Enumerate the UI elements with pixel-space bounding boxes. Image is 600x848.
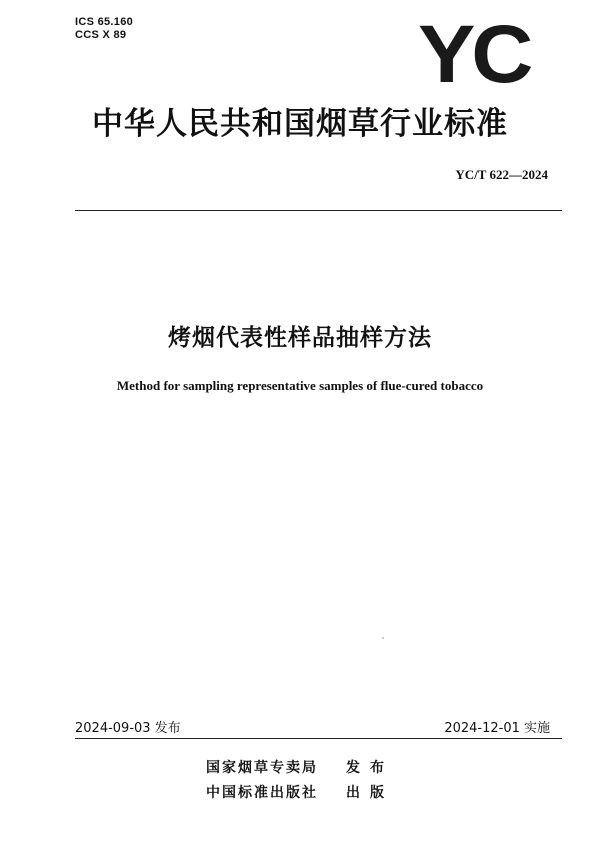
ics-code: ICS 65.160 [75, 16, 134, 28]
header-divider [75, 210, 562, 211]
ccs-code: CCS X 89 [75, 29, 127, 41]
organization-title: 中华人民共和国烟草行业标准 [92, 106, 508, 142]
scan-speck [382, 637, 384, 639]
document-title-chinese: 烤烟代表性样品抽样方法 [168, 325, 432, 351]
footer-divider [75, 738, 562, 739]
issuer-role: 发布 [346, 760, 394, 776]
issuer-name: 国家烟草专卖局 [206, 760, 318, 776]
standard-number: YC/T 622—2024 [455, 167, 548, 182]
issuer-publisher [0, 757, 600, 777]
document-title-english: Method for sampling representative samples of flue-cured tobacco [116, 378, 484, 393]
issuer-name: 中国标准出版社 [206, 785, 318, 801]
implement-date: 2024-12-01 实施 [444, 721, 550, 736]
issuer-press [0, 782, 600, 802]
publish-date: 2024-09-03 发布 [75, 721, 181, 736]
yc-logo: YC [418, 9, 530, 100]
classification-codes [75, 16, 133, 42]
issuer-role: 出版 [346, 785, 394, 801]
